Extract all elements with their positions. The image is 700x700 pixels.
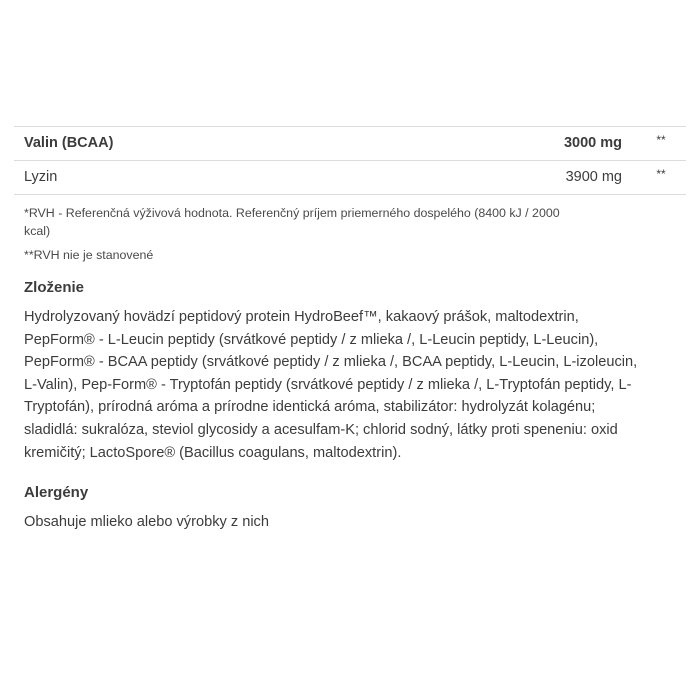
nutrient-name: Valin (BCAA) — [24, 135, 114, 151]
nutrient-name: Lyzin — [24, 169, 58, 185]
section-allergens — [14, 484, 686, 534]
footnote-rvh-not-set: **RVH nie je stanovené — [24, 247, 154, 262]
nutrient-amount: 3000 mg — [563, 135, 622, 151]
section-composition — [14, 279, 686, 464]
section-allergens-body: Obsahuje mlieko alebo výrobky z nich — [24, 514, 269, 531]
nutrition-table — [14, 126, 686, 195]
table-row — [14, 161, 686, 195]
section-composition-body: Hydrolyzovaný hovädzí peptidový protein HydroBeef™, kakaový prášok, maltodextrin, PepForm® - L-Leucin peptidy (srvátkové peptidy / z mlieka /, L-Leucin peptidy, L-Leucin), PepForm® - BCAA peptidy (srvátkové peptidy / z mlieka /, BCAA peptidy, L-Leucin, L-izoleucin, L-Valin), Pep-Form® - Tryptofán peptidy (srvátkové peptidy / z mlieka /, L-Tryptofán peptidy, L-Tryptofán), prírodná aróma a prírodne identická aróma, stabilizátor: hydrolyzát kolagénu; sladidlá: sukralóza, steviol glycosidy a acesulfam-K; chlorid sodný, látky proti speneniu: oxid kremičitý; LactoSpore® (Bacillus coagulans, maltodextrin). — [24, 308, 638, 461]
section-gap — [14, 464, 686, 470]
section-allergens-heading: Alergény — [24, 484, 89, 502]
top-spacer — [14, 0, 686, 126]
nutrient-footnote-marker: ** — [656, 133, 666, 147]
footnotes-block — [14, 205, 686, 265]
nutrient-amount: 3900 mg — [565, 169, 622, 185]
table-row — [14, 127, 686, 161]
nutrient-footnote-marker: ** — [656, 167, 666, 181]
footnote-rvh: *RVH - Referenčná výživová hodnota. Referenčný príjem priemerného dospelého (8400 kJ / 2000 kcal) — [24, 206, 560, 238]
section-composition-heading: Zloženie — [24, 278, 85, 296]
nutrition-table-body — [14, 127, 686, 195]
